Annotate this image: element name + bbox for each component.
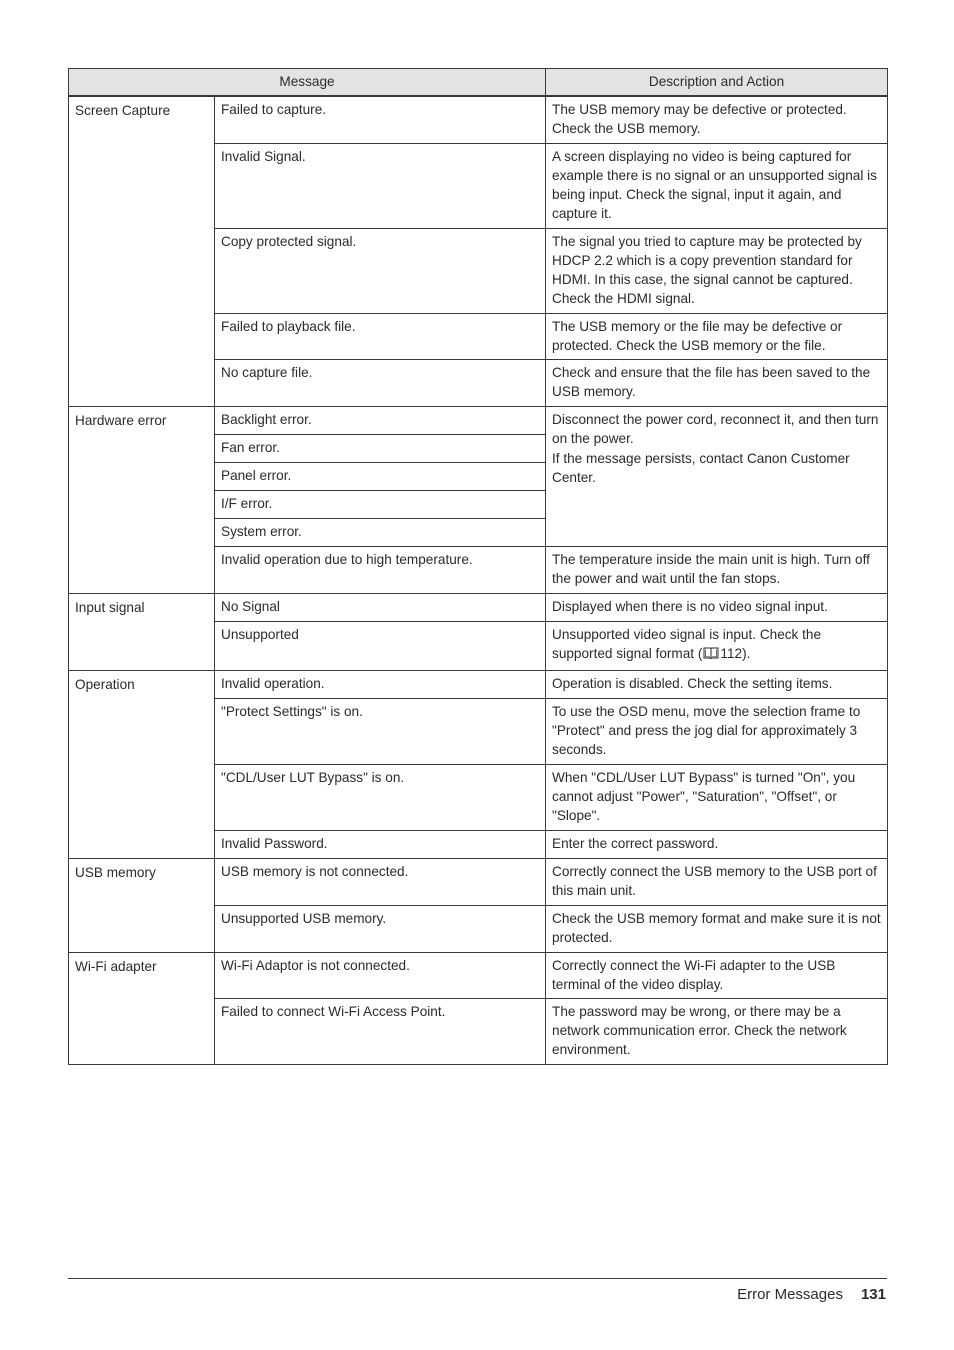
error-messages-table [68,68,888,1065]
message-cell: Copy protected signal. [215,228,546,313]
message-cell: Panel error. [215,463,546,491]
description-cell: The temperature inside the main unit is high. Turn off the power and wait until the fan stops. [546,547,888,594]
description-cell: Check and ensure that the file has been saved to the USB memory. [546,360,888,407]
table-header-row [69,69,888,97]
table-row [69,670,888,698]
description-cell: Operation is disabled. Check the setting items. [546,670,888,698]
message-cell: Invalid Signal. [215,143,546,228]
category-cell: Input signal [69,594,215,670]
table-row [69,952,888,998]
message-cell: No Signal [215,594,546,622]
table-row [69,594,888,622]
footer-divider [68,1278,887,1279]
description-cell: Correctly connect the USB memory to the USB port of this main unit. [546,858,888,905]
description-cell: The USB memory or the file may be defective or protected. Check the USB memory or the file. [546,313,888,359]
message-cell: Backlight error. [215,407,546,435]
category-cell: Screen Capture [69,96,215,406]
description-text-end: ). [742,646,751,662]
message-cell: I/F error. [215,491,546,519]
message-cell: USB memory is not connected. [215,858,546,905]
description-cell: Check the USB memory format and make sure it is not protected. [546,905,888,952]
message-cell: System error. [215,519,546,547]
description-cell: The password may be wrong, or there may be a network communication error. Check the network environment. [546,998,888,1064]
message-cell: Invalid operation due to high temperature. [215,547,546,594]
footer-section-title: Error Messages [737,1286,843,1303]
category-cell: Hardware error [69,407,215,594]
category-cell: Operation [69,670,215,858]
message-cell: Failed to capture. [215,96,546,143]
description-cell: The signal you tried to capture may be protected by HDCP 2.2 which is a copy prevention standard for HDMI. In this case, the signal cannot be captured. Check the HDMI signal. [546,228,888,313]
message-cell: Failed to playback file. [215,313,546,359]
category-cell: USB memory [69,858,215,952]
table-row [69,407,888,435]
description-cell: To use the OSD menu, move the selection frame to "Protect" and press the jog dial for approximately 3 seconds. [546,698,888,764]
message-cell: Invalid Password. [215,830,546,858]
book-reference-icon [703,646,719,665]
page-number: 131 [860,1286,886,1303]
message-cell: Unsupported USB memory. [215,905,546,952]
description-line: If the message persists, contact Canon Customer Center. [552,450,850,485]
description-cell: Enter the correct password. [546,830,888,858]
message-cell: "CDL/User LUT Bypass" is on. [215,764,546,830]
description-cell: The USB memory may be defective or protected. Check the USB memory. [546,96,888,143]
description-cell: Displayed when there is no video signal input. [546,594,888,622]
description-cell [546,407,888,547]
description-cell: A screen displaying no video is being captured for example there is no signal or an unsupported signal is being input. Check the signal, input it again, and capture it. [546,143,888,228]
message-cell: No capture file. [215,360,546,407]
description-cell: Correctly connect the Wi-Fi adapter to the USB terminal of the video display. [546,952,888,998]
message-cell: Failed to connect Wi-Fi Access Point. [215,998,546,1064]
header-description: Description and Action [546,69,888,97]
description-line: Disconnect the power cord, reconnect it, and then turn on the power. [552,412,879,447]
message-cell: Unsupported [215,622,546,670]
message-cell: Invalid operation. [215,670,546,698]
table-row [69,96,888,143]
message-cell: "Protect Settings" is on. [215,698,546,764]
category-cell: Wi-Fi adapter [69,952,215,1064]
message-cell: Fan error. [215,435,546,463]
message-cell: Wi-Fi Adaptor is not connected. [215,952,546,998]
page-reference: 112 [720,646,743,662]
description-text: Unsupported video signal is input. Check the supported signal format ( [552,627,822,662]
page-footer [737,1286,886,1303]
description-cell [546,622,888,670]
description-cell: When "CDL/User LUT Bypass" is turned "On", you cannot adjust "Power", "Saturation", "Offset", or "Slope". [546,764,888,830]
table-row [69,858,888,905]
header-message: Message [69,69,546,97]
